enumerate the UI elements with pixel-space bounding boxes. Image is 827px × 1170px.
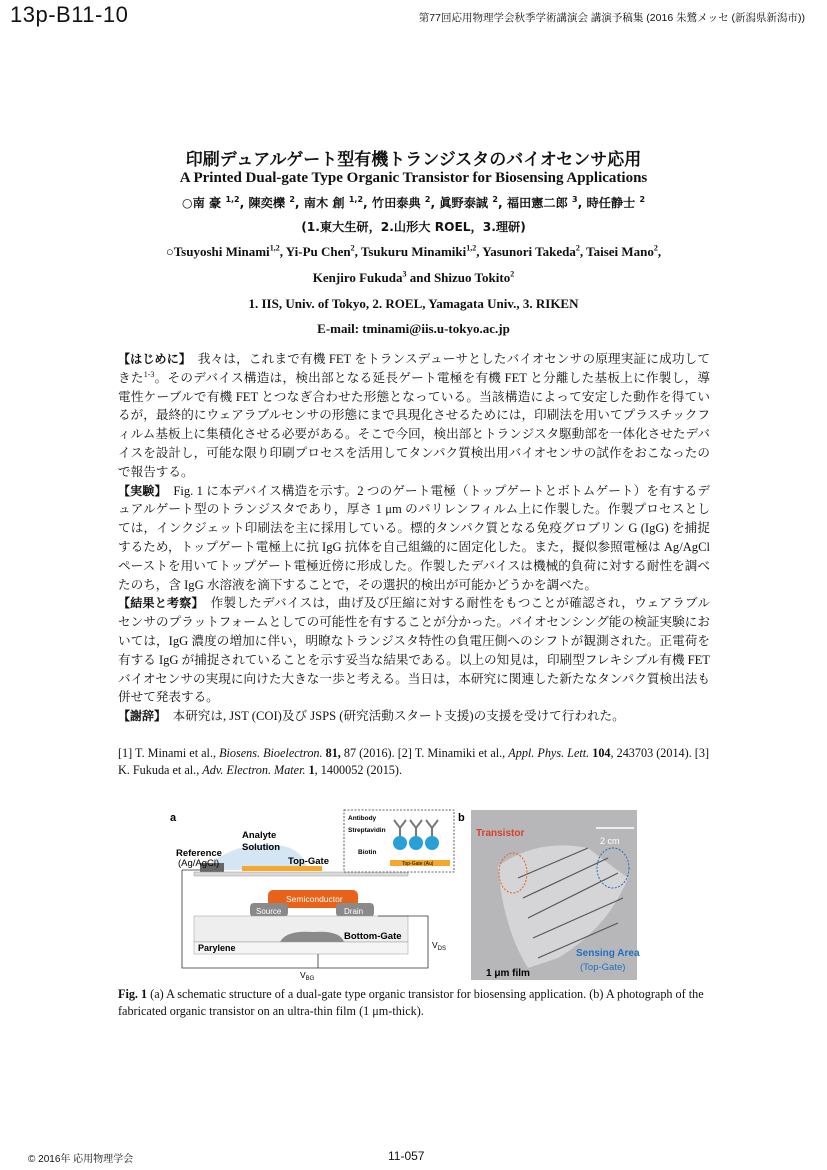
authors-english-line2: Kenjiro Fukuda$^3$ and Shizuo Tokito$^2$ bbox=[312, 269, 515, 285]
figure-1 bbox=[168, 808, 708, 984]
email: E-mail: tminami@iis.u-tokyo.ac.jp bbox=[317, 321, 510, 336]
vbg-label: $V_{BG}$ bbox=[300, 970, 315, 982]
antibody-label: Antibody bbox=[348, 815, 377, 822]
streptavidin-2 bbox=[409, 836, 423, 850]
film-label: 1 μm film bbox=[486, 968, 530, 979]
sensing-label-2: (Top-Gate) bbox=[580, 962, 626, 973]
panel-b-label: b bbox=[458, 812, 465, 824]
page-number: 11-057 bbox=[388, 1149, 425, 1163]
top-gate-label: Top-Gate bbox=[288, 856, 329, 867]
panel-a-label: a bbox=[170, 812, 177, 824]
biotin-label: Biotin bbox=[358, 849, 377, 856]
section-acknowledgment: 【謝辞】 本研究は, JST (COI)及び JSPS (研究活動スタート支援)の支援を受けて行われた。 bbox=[118, 709, 625, 724]
drain-label: Drain bbox=[344, 907, 364, 916]
reference-label-1: Reference bbox=[176, 848, 222, 859]
analyte-label-1: Analyte bbox=[242, 830, 277, 841]
parylene-label: Parylene bbox=[198, 943, 236, 953]
transistor-label: Transistor bbox=[476, 828, 525, 839]
section-results: 【結果と考察】 作製したデバイスは，曲げ及び圧縮に対する耐性をもつことが確認され，ウェアラブルセンサのプラットフォームとしての可能性を有することが分かった。バイオセンシング能の検証実験においては，IgG 濃度の増加に伴い，明瞭なトランジスタ特性の負電圧側へのシフトが観測された。正電荷を有する IgG が捕捉されていることを示す妥当な結果である。以上の知見は，印刷型フレキシブル有機 FET バイオセンサの実現に向けた大きな一歩と考える。当日は，本研究に関連した新たなタンパク質検出法も併せて発表する。 bbox=[118, 596, 710, 705]
title-japanese: 印刷デュアルゲート型有機トランジスタのバイオセンサ応用 bbox=[185, 150, 642, 170]
affiliations-english: 1. IIS, Univ. of Tokyo, 2. ROEL, Yamagata Univ., 3. RIKEN bbox=[248, 296, 579, 311]
authors-japanese: ○南 豪 $^{1,2}$, 陳奕櫟 $^2$, 南木 創 $^{1,2}$, 竹田泰典 $^2$, 眞野泰誠 $^2$, 福田憲二郎 $^3$, 時任静士 $^2$ bbox=[181, 194, 646, 210]
body-text bbox=[118, 350, 710, 726]
title-english: A Printed Dual-gate Type Organic Transistor for Biosensing Applications bbox=[179, 170, 648, 186]
streptavidin-label: Streptavidin bbox=[348, 827, 386, 834]
reference-label-2: (Ag/AgCl) bbox=[178, 858, 220, 869]
scale-label: 2 cm bbox=[600, 836, 620, 846]
section-experiment: 【実験】 Fig. 1 に本デバイス構造を示す。2 つのゲート電極（トップゲートとボトムゲート）を有するデュアルゲート型のトランジスタであり，厚さ 1 μm のパリレンフィルム上に作製した。作製プロセスとしては，インクジェット印刷法を主に採用している。標的タンパク質となる免疫グロブリン G (IgG) を捕捉するため，トップゲート電極上に抗 IgG 抗体を自己組織的に固定化した。また，擬似参照電極は Ag/AgCl ペーストを用いてトップゲート電極近傍に形成した。作製したデバイスは機械的負荷に対する耐性を調べたのち，含 IgG 水溶液を滴下することで，その選択的検出が可能かどうかを調べた。 bbox=[118, 483, 710, 592]
streptavidin-1 bbox=[393, 836, 407, 850]
affiliations-japanese: (1.東大生研，2.山形大 ROEL，3.理研) bbox=[301, 220, 526, 234]
conference-header: 第77回応用物理学会秋季学術講演会 講演予稿集 (2016 朱鷺メッセ (新潟県新潟市)) bbox=[418, 12, 805, 24]
vds-label: $V_{DS}$ bbox=[432, 940, 447, 952]
copyright: © 2016年 応用物理学会 bbox=[28, 1154, 134, 1165]
references: [1] T. Minami et al., Biosens. Bioelectron. 81, 87 (2016). [2] T. Minamiki et al., Appl. Phys. Lett. 104, 243703 (2014). [3] K. Fukuda et al., Adv. Electron. Mater. 1, 1400052 (2015). bbox=[118, 746, 710, 777]
source-label: Source bbox=[256, 907, 282, 916]
upper-layer bbox=[194, 872, 408, 876]
paper-id: 13p-B11-10 bbox=[10, 2, 129, 27]
authors-english-line1: ○Tsuyoshi Minami$^{1,2}$, Yi-Pu Chen$^2$, Tsukuru Minamiki$^{1,2}$, Yasunori Takeda$^2$, Taisei Mano$^2$, bbox=[165, 243, 662, 259]
bottom-gate-label: Bottom-Gate bbox=[344, 931, 402, 942]
figure-caption: Fig. 1 (a) A schematic structure of a dual-gate type organic transistor for biosensing application. (b) A photograph of the fabricated organic transistor on an ultra-thin film (1 μm-thick). bbox=[118, 987, 704, 1018]
top-gate-au-label: Top-Gate (Au) bbox=[402, 861, 434, 867]
streptavidin-3 bbox=[425, 836, 439, 850]
semiconductor-label: Semiconductor bbox=[286, 894, 343, 904]
section-intro: 【はじめに】 我々は，これまで有機 FET をトランスデューサとしたバイオセンサの原理実証に成功してきた$^{1-3}$。そのデバイス構造は，検出部となる延長ゲート電極を有機 FET と分離した基板上に作製し，導電性ケーブルで有機 FET とつなぎ合わせた形態となっている。当該構造によって安定した動作を得ているが，最終的にウェアラブルセンサの形態にまで具現化させるためには，印刷法を用いてプラスチックフィルム基板上に集積化させる必要がある。そこで今回，検出部とトランジスタ駆動部を一体化させたデバイスを設計し，可能な限り印刷プロセスを活用してタンパク質検出用バイオセンサの試作をおこなったので報告する。 bbox=[118, 352, 711, 479]
sensing-label-1: Sensing Area bbox=[576, 948, 640, 959]
analyte-label-2: Solution bbox=[242, 842, 280, 853]
